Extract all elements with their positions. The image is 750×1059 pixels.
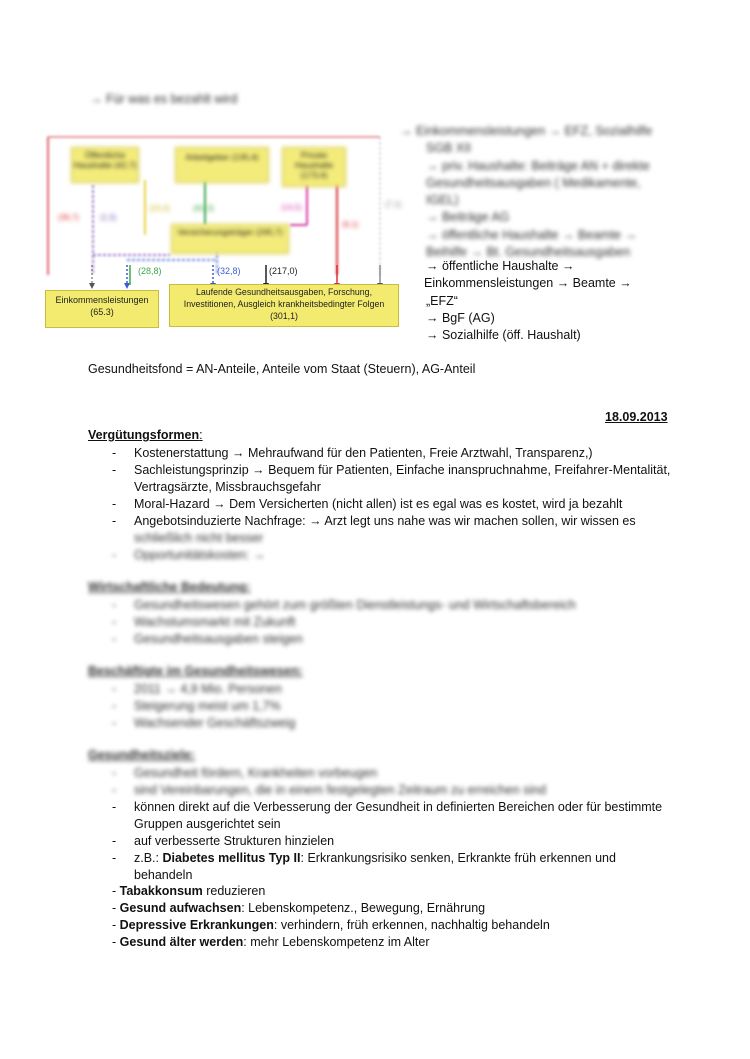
right-note-line: → Beiträge AG bbox=[426, 210, 510, 225]
label-mid-yellow: (23,3) bbox=[149, 204, 170, 213]
fund-definition: Gesundheitsfond = AN-Anteile, Anteile vom Staat (Steuern), AG-Anteil bbox=[88, 362, 476, 376]
list-item: - auf verbesserte Strukturen hinzielen bbox=[112, 834, 335, 848]
right-note-line: → öffentliche Haushalte → bbox=[426, 259, 575, 273]
right-note-line: → BgF (AG) bbox=[426, 310, 495, 325]
section-heading-wirtschaftliche-bedeutung: Wirtschaftliche Bedeutung: bbox=[88, 580, 251, 594]
list-item: - Gesundheitsausgaben steigen bbox=[112, 632, 303, 646]
label-right-red: (6,1) bbox=[342, 220, 359, 229]
box-private-households: Private Haushalte (173,4) bbox=[282, 147, 346, 187]
label-far-right: (7,1) bbox=[385, 200, 402, 209]
financing-flow-diagram bbox=[45, 125, 402, 325]
list-item: - Opportunitätskosten: → bbox=[112, 548, 266, 562]
list-item: - sind Vereinbarungen, die in einem festgelegten Zeitraum zu erreichen sind bbox=[112, 783, 547, 797]
list-item: - können direkt auf die Verbesserung der Gesundheit in definierten Bereichen oder für bestimmte Gruppen ausgerichtet sein bbox=[112, 800, 663, 831]
right-note-line: Einkommensleistungen → Beamte → bbox=[424, 276, 632, 291]
list-item: - Kostenerstattung → Mehraufwand für den Patienten, Freie Arztwahl, Transparenz,) bbox=[112, 446, 593, 460]
label-black-bottom: (217,0) bbox=[269, 266, 298, 276]
list-item: schließlich nicht besser bbox=[134, 531, 264, 545]
list-item: - Angebotsinduzierte Nachfrage: → Arzt legt uns nahe was wir machen sollen, wir wissen es bbox=[112, 514, 636, 528]
right-note-line: → Sozialhilfe (öff. Haushalt) bbox=[426, 328, 581, 343]
label-mid-green: (65,3) bbox=[193, 204, 214, 213]
goal-item: - Gesund älter werden: mehr Lebenskompetenz im Alter bbox=[112, 935, 430, 949]
list-item: - Gesundheit fördern, Krankheiten vorbeugen bbox=[112, 766, 378, 780]
box-income-benefits: Einkommensleistungen (65.3) bbox=[45, 290, 159, 328]
box-public-households: Öffentliche Haushalte (42,7) bbox=[71, 147, 139, 183]
list-item: - Moral-Hazard → Dem Versicherten (nicht allen) ist es egal was es kostet, wird ja bezahlt bbox=[112, 497, 623, 511]
section-heading-gesundheitsziele: Gesundheitsziele: bbox=[88, 748, 195, 762]
box-running-costs: Laufende Gesundheitsausgaben, Forschung, Investitionen, Ausgleich krankheitsbedingter Folgen (301,1) bbox=[169, 284, 399, 327]
label-left-purple: (1,5) bbox=[100, 213, 117, 222]
right-note-line: Beihilfe → Bt. Gesundheitsausgaben bbox=[426, 245, 631, 260]
list-item: - Gesundheitswesen gehört zum größten Dienstleistungs- und Wirtschaftsbereich bbox=[112, 598, 576, 612]
goals-list bbox=[112, 883, 550, 951]
goal-item: - Tabakkonsum reduzieren bbox=[112, 884, 266, 898]
section-heading-beschaeftigte: Beschäftigte im Gesundheitswesen: bbox=[88, 664, 303, 678]
date-heading: 18.09.2013 bbox=[605, 410, 668, 424]
right-note-line: → priv. Haushalte: Beiträge AN + direkte bbox=[426, 158, 650, 173]
label-green-bottom: (28,8) bbox=[138, 266, 162, 276]
top-note: → Für was es bezahlt wird bbox=[90, 92, 238, 106]
goal-item: - Depressive Erkrankungen: verhindern, früh erkennen, nachhaltig behandeln bbox=[112, 918, 550, 932]
list-item: - 2011 → 4,9 Mio. Personen bbox=[112, 682, 282, 696]
list-item: - Wachsender Geschäftszweig bbox=[112, 716, 296, 730]
list-item: - Sachleistungsprinzip → Bequem für Patienten, Einfache inanspruchnahme, Freifahrer-Mentalität, Vertragsärzte, Missbrauchsgefahr bbox=[112, 463, 671, 494]
label-left-red: (36,7) bbox=[58, 213, 79, 222]
right-note-line: „EFZ“ bbox=[426, 293, 458, 308]
right-note-line: → Einkommensleistungen → EFZ, Sozialhilfe bbox=[400, 124, 653, 138]
right-note-line: IGEL) bbox=[426, 193, 459, 208]
section-heading-verguetungsformen: Vergütungsformen: bbox=[88, 428, 203, 442]
box-employers: Arbeitgeber (135,4) bbox=[175, 147, 269, 183]
wirtschaftliche-bedeutung-list bbox=[112, 597, 672, 648]
label-right-pink: (14,5) bbox=[281, 203, 302, 212]
gesundheitsziele-list bbox=[112, 765, 672, 884]
list-item: - Wachstumsmarkt mit Zukunft bbox=[112, 615, 296, 629]
box-insurers: Versicherungsträger (245,7) bbox=[171, 224, 289, 254]
list-item: - Steigerung meist um 1,7% bbox=[112, 699, 281, 713]
right-notes-visible bbox=[426, 258, 686, 344]
right-note-line: SGB XII bbox=[426, 141, 472, 156]
right-notes-blurred bbox=[400, 123, 670, 261]
goal-item: - Gesund aufwachsen: Lebenskompetenz., Bewegung, Ernährung bbox=[112, 901, 486, 915]
list-item: - z.B.: Diabetes mellitus Typ II: Erkrankungsrisiko senken, Erkrankte früh erkennen und behandeln bbox=[112, 851, 616, 882]
example-bold: Diabetes mellitus Typ II bbox=[162, 851, 301, 865]
label-blue-bottom: (32,8) bbox=[217, 266, 241, 276]
verguetungsformen-list bbox=[112, 445, 672, 564]
beschaeftigte-list bbox=[112, 681, 672, 732]
right-note-line: Gesundheitsausgaben ( Medikamente, bbox=[426, 175, 641, 190]
right-note-line: → öffentliche Haushalte → Beamte → bbox=[426, 227, 637, 242]
